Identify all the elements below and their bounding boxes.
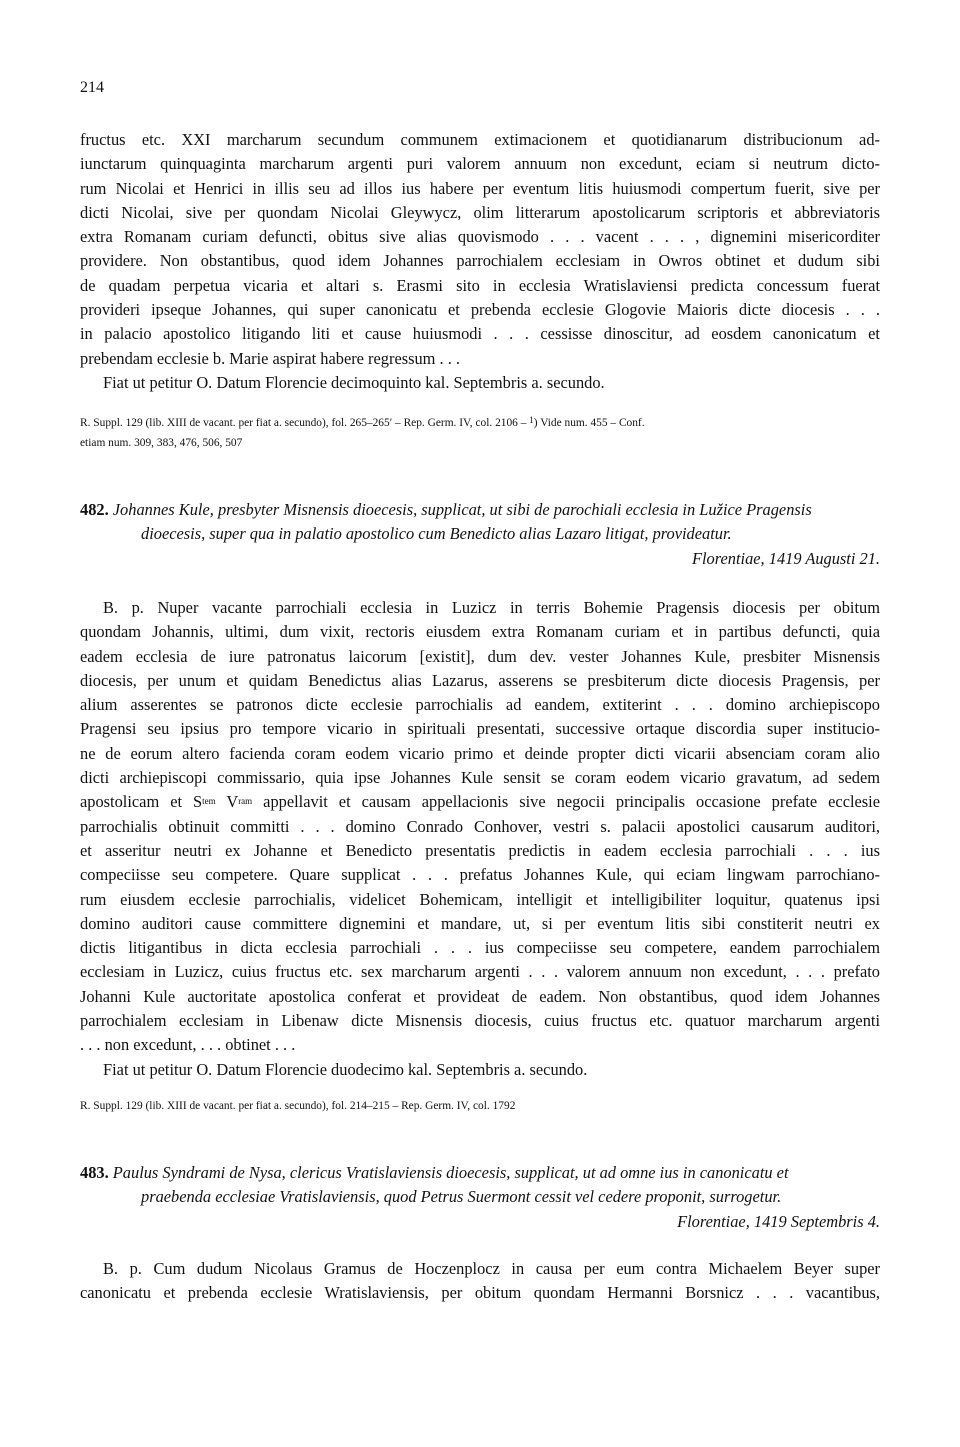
text-line: extra Romanam curiam defuncti, obitus sive alias quovismodo . . . vacent . . . , dignemini misericorditer [80,227,880,247]
footnote-482 [80,1096,880,1116]
text-line: dicti archiepiscopi commissario, quia ipse Johannes Kule sensit se coram eodem vicario gravatum, ad sedem [80,768,880,788]
text-line: quondam Johannis, ultimi, dum vixit, rectoris eiusdem extra Romanam curiam et in partibus defuncti, quia [80,622,880,642]
entry-number: 482. [80,500,109,519]
text-line: B. p. Cum dudum Nicolaus Gramus de Hoczenplocz in causa per eum contra Michaelem Beyer super [103,1259,880,1278]
text-fragment: apostolicam et S [80,792,203,812]
text-line: Pragensi seu ipsius pro tempore vicario in spirituali presentati, successive ortaque discordia super institucio- [80,719,880,739]
text-line: ne de eorum altero facienda coram eodem vicario primo et deinde propter dicti vicarii absenciam coram alio [80,743,880,763]
footnote-text: R. Suppl. 129 (lib. XIII de vacant. per fiat a. secundo), fol. 265–265′ – Rep. Germ. IV, col. 2106 – [80,417,530,429]
footnote-481 [80,413,880,453]
text-line: parrochialis obtinuit committi . . . domino Conrado Conhover, vestri s. palacii apostolici causarum auditori, [80,816,880,836]
text-line: dicti Nicolai, sive per quondam Nicolai Gleywycz, olim litterarum apostolicarum scriptoris et abbreviatoris [80,202,880,222]
text-line: Johanni Kule auctoritate apostolica conferat et provideat de eadem. Non obstantibus, quod idem Johannes [80,986,880,1006]
text-fragment: V [215,792,239,812]
text-line: fructus etc. XXI marcharum secundum communem extimacionem et quotidianarum distribucionum ad- [80,130,880,149]
text-line: rum Nicolai et Henrici in illis seu ad illos ius habere per eventum litis huiusmodi compertum fuerit, sive per [80,178,880,198]
text-line: compeciisse seu competere. Quare supplicat . . . prefatus Johannes Kule, qui eciam lingwam parrochiano- [80,865,880,885]
fiat-line: Fiat ut petitur O. Datum Florencie duodecimo kal. Septembris a. secundo. [103,1059,588,1079]
text-line: in palacio apostolico litigando liti et cause huiusmodi . . . cessisse dinoscitur, ad eosdem canonicatum et [80,324,880,344]
fiat-line: Fiat ut petitur O. Datum Florencie decimoquinto kal. Septembris a. secundo. [103,372,605,392]
paragraph-482 [80,596,880,1082]
text-line: eadem ecclesia de iure patronatus laicorum [existit], dum dev. vester Johannes Kule, presbiter Misnensis [80,646,880,666]
text-line: B. p. Nuper vacante parrochiali ecclesia in Luzicz in terris Bohemie Pragensis diocesis per obitum [103,598,880,617]
entry-heading-line: praebenda ecclesiae Vratislaviensis, quod Petrus Suermont cessit vel cedere proponit, surrogetur. [141,1187,782,1207]
entry-heading-482 [80,498,880,571]
text-line: provideri ipseque Johannes, qui super canonicatu et prebenda ecclesie Glogovie Maioris dicte diocesis . . . [80,300,880,320]
entry-number: 483. [80,1163,109,1182]
entry-date: Florentiae, 1419 Augusti 21. [691,548,880,568]
footnote-text: ) Vide num. 455 – Conf. [533,417,645,429]
text-line: providere. Non obstantibus, quod idem Johannes parrochialem ecclesiam in Owros obtinet et dudum sibi [80,251,880,271]
superscript: ram [238,796,253,807]
footnote-line: etiam num. 309, 383, 476, 506, 507 [80,437,243,449]
footnote-line: R. Suppl. 129 (lib. XIII de vacant. per fiat a. secundo), fol. 214–215 – Rep. Germ. IV, col. 1792 [80,1100,516,1112]
text-line: et asseritur neutri ex Johanne et Benedicto presentatis predictis in eadem ecclesia parrochiali . . . ius [80,840,880,860]
text-line: de quadam perpetua vicaria et altari s. Erasmi sito in ecclesia Wratislaviensi predicta concessum fuerat [80,275,880,295]
text-line: iunctarum quinquaginta marcharum argenti puri valorem annuum non excedunt, eciam si neutrum dicto- [80,154,880,174]
text-line: domino auditori cause committere dignemini et mandare, ut, si per eventum litis sibi constiterit neutri ex [80,913,880,933]
entry-heading-line: dioecesis, super qua in palatio apostolico cum Benedicto alias Lazaro litigat, provideatur. [141,524,732,544]
text-line: alium asserentes se patronos dicte ecclesie parrochialis ad eandem, extiterint . . . domino archiepiscopo [80,695,880,715]
entry-heading-483 [80,1161,880,1234]
text-line: ecclesiam in Luzicz, cuius fructus etc. sex marcharum argenti . . . valorem annuum non excedunt, . . . prefato [80,962,880,982]
paragraph-continuation [80,128,880,395]
page-number: 214 [80,79,104,96]
text-line: . . . non excedunt, . . . obtinet . . . [80,1035,296,1055]
text-line [80,790,880,814]
text-line: canonicatu et prebenda ecclesie Wratislaviensis, per obitum quondam Hermanni Borsnicz . . . vacantibus, [80,1283,880,1303]
text-line: prebendam ecclesie b. Marie aspirat habere regressum . . . [80,348,461,368]
paragraph-483 [80,1257,880,1306]
text-line: rum eiusdem ecclesie parrochialis, videlicet Bohemicam, intelligit et intelligibiliter loquitur, quatenus ipsi [80,889,880,909]
text-fragment: appellavit et causam appellacionis sive negocii principalis occasione prefate ecclesie [252,792,881,812]
footnote-mark: 1 [529,415,534,425]
text-line: dictis litigantibus in dicta ecclesia parrochiali . . . ius compeciisse seu competere, eandem parrochialem [80,938,880,958]
superscript: tem [202,796,216,807]
text-line: parrochialem ecclesiam in Libenaw dicte Misnensis diocesis, cuius fructus etc. quatuor marcharum argenti [80,1011,880,1031]
entry-summary: Johannes Kule, presbyter Misnensis dioecesis, supplicat, ut sibi de parochiali ecclesia in Lužice Pragensis [108,500,812,519]
entry-heading-line [80,1161,880,1185]
entry-heading-line [80,498,880,522]
entry-date: Florentiae, 1419 Septembris 4. [677,1211,880,1231]
footnote-line [80,413,880,433]
text-line: diocesis, per unum et quidam Benedictus alias Lazarus, asserens se presbiterum dicte diocesis Pragensis, per [80,670,880,690]
entry-summary: Paulus Syndrami de Nysa, clericus Vratislaviensis dioecesis, supplicat, ut ad omne ius in canonicatu et [108,1163,789,1182]
